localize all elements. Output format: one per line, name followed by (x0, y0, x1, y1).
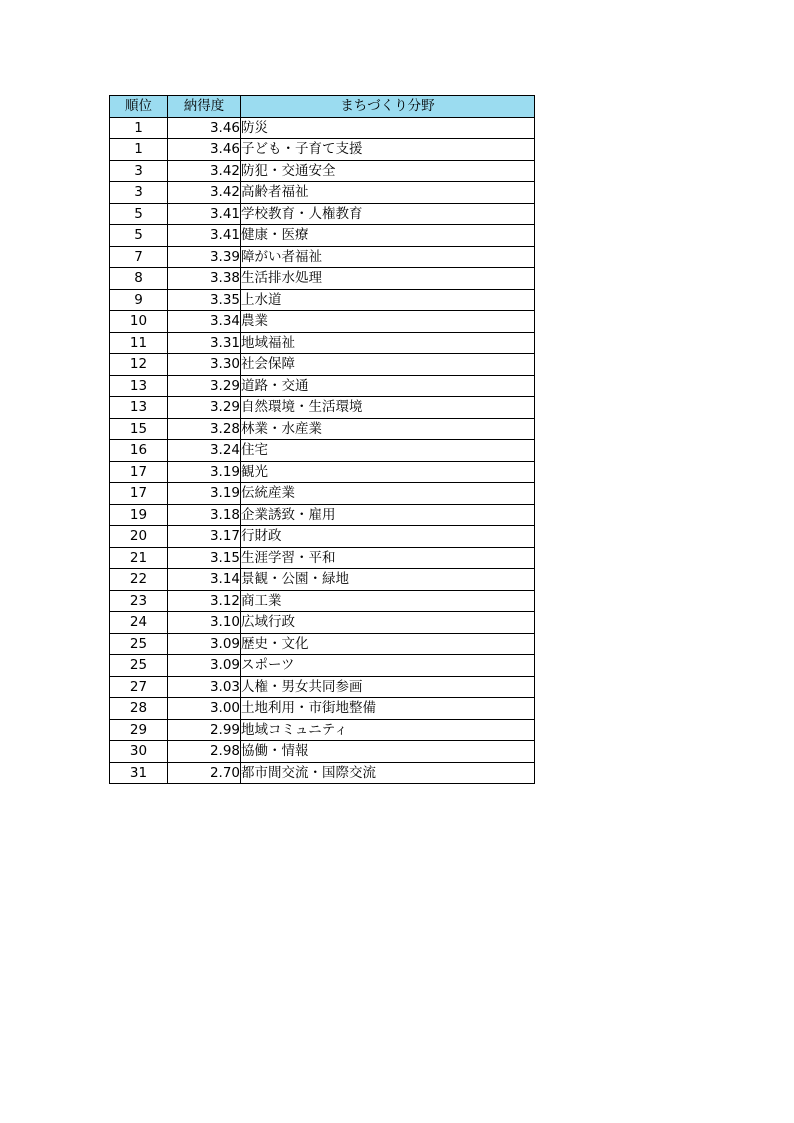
rank-cell: 22 (110, 569, 168, 591)
score-cell: 3.14 (168, 569, 241, 591)
field-cell: 上水道 (241, 289, 535, 311)
rank-cell: 13 (110, 375, 168, 397)
rank-cell: 19 (110, 504, 168, 526)
rank-cell: 5 (110, 203, 168, 225)
table-row (110, 139, 535, 161)
score-cell: 3.42 (168, 182, 241, 204)
rank-cell: 29 (110, 719, 168, 741)
field-cell: 林業・水産業 (241, 418, 535, 440)
field-cell: 社会保障 (241, 354, 535, 376)
rank-cell: 1 (110, 117, 168, 139)
score-cell: 3.19 (168, 483, 241, 505)
table-row (110, 676, 535, 698)
field-cell: 生涯学習・平和 (241, 547, 535, 569)
score-cell: 2.98 (168, 741, 241, 763)
table-row (110, 698, 535, 720)
rank-cell: 30 (110, 741, 168, 763)
score-cell: 3.31 (168, 332, 241, 354)
table-row (110, 741, 535, 763)
field-cell: 土地利用・市街地整備 (241, 698, 535, 720)
rank-cell: 10 (110, 311, 168, 333)
field-cell: 都市間交流・国際交流 (241, 762, 535, 784)
field-cell: 自然環境・生活環境 (241, 397, 535, 419)
rank-cell: 5 (110, 225, 168, 247)
table-row (110, 612, 535, 634)
table-row (110, 461, 535, 483)
table-row (110, 354, 535, 376)
score-cell: 3.17 (168, 526, 241, 548)
rank-cell: 3 (110, 160, 168, 182)
rank-cell: 17 (110, 461, 168, 483)
rank-cell: 16 (110, 440, 168, 462)
field-cell: 協働・情報 (241, 741, 535, 763)
table-row (110, 203, 535, 225)
rank-cell: 25 (110, 655, 168, 677)
table-row (110, 375, 535, 397)
score-cell: 3.29 (168, 397, 241, 419)
header-rank: 順位 (110, 96, 168, 118)
score-cell: 3.28 (168, 418, 241, 440)
table-row (110, 504, 535, 526)
field-cell: 子ども・子育て支援 (241, 139, 535, 161)
field-cell: 商工業 (241, 590, 535, 612)
header-row (110, 96, 535, 118)
table-row (110, 590, 535, 612)
rank-cell: 28 (110, 698, 168, 720)
field-cell: 地域福祉 (241, 332, 535, 354)
field-cell: 景観・公園・緑地 (241, 569, 535, 591)
score-cell: 3.09 (168, 633, 241, 655)
table-row (110, 246, 535, 268)
rank-cell: 20 (110, 526, 168, 548)
table-row (110, 569, 535, 591)
field-cell: 学校教育・人権教育 (241, 203, 535, 225)
score-cell: 3.10 (168, 612, 241, 634)
rank-cell: 13 (110, 397, 168, 419)
field-cell: 行財政 (241, 526, 535, 548)
field-cell: 農業 (241, 311, 535, 333)
score-cell: 3.41 (168, 225, 241, 247)
score-cell: 3.19 (168, 461, 241, 483)
field-cell: スポーツ (241, 655, 535, 677)
table-row (110, 762, 535, 784)
table-row (110, 397, 535, 419)
table-row (110, 655, 535, 677)
table-row (110, 483, 535, 505)
score-cell: 3.39 (168, 246, 241, 268)
table-row (110, 633, 535, 655)
table-row (110, 418, 535, 440)
rank-cell: 31 (110, 762, 168, 784)
rank-cell: 3 (110, 182, 168, 204)
field-cell: 観光 (241, 461, 535, 483)
field-cell: 人権・男女共同参画 (241, 676, 535, 698)
rank-cell: 23 (110, 590, 168, 612)
table-row (110, 117, 535, 139)
field-cell: 地域コミュニティ (241, 719, 535, 741)
table-row (110, 182, 535, 204)
score-cell: 3.09 (168, 655, 241, 677)
table-row (110, 719, 535, 741)
rank-cell: 27 (110, 676, 168, 698)
field-cell: 住宅 (241, 440, 535, 462)
field-cell: 伝統産業 (241, 483, 535, 505)
rank-cell: 25 (110, 633, 168, 655)
header-field: まちづくり分野 (241, 96, 535, 118)
table-header (110, 96, 535, 118)
rank-cell: 15 (110, 418, 168, 440)
field-cell: 健康・医療 (241, 225, 535, 247)
field-cell: 道路・交通 (241, 375, 535, 397)
score-cell: 3.46 (168, 139, 241, 161)
score-cell: 3.24 (168, 440, 241, 462)
table-row (110, 332, 535, 354)
score-cell: 3.15 (168, 547, 241, 569)
rank-cell: 1 (110, 139, 168, 161)
field-cell: 企業誘致・雇用 (241, 504, 535, 526)
rank-cell: 7 (110, 246, 168, 268)
rank-cell: 12 (110, 354, 168, 376)
table-row (110, 225, 535, 247)
score-cell: 3.41 (168, 203, 241, 225)
field-cell: 防災 (241, 117, 535, 139)
field-cell: 歴史・文化 (241, 633, 535, 655)
table-row (110, 547, 535, 569)
table-row (110, 526, 535, 548)
header-score: 納得度 (168, 96, 241, 118)
field-cell: 生活排水処理 (241, 268, 535, 290)
score-cell: 3.38 (168, 268, 241, 290)
table-row (110, 268, 535, 290)
score-cell: 2.99 (168, 719, 241, 741)
table-row (110, 289, 535, 311)
score-cell: 3.18 (168, 504, 241, 526)
score-cell: 3.35 (168, 289, 241, 311)
table-row (110, 440, 535, 462)
score-cell: 3.29 (168, 375, 241, 397)
rank-cell: 8 (110, 268, 168, 290)
field-cell: 防犯・交通安全 (241, 160, 535, 182)
rank-cell: 17 (110, 483, 168, 505)
table-body (110, 117, 535, 784)
rank-cell: 9 (110, 289, 168, 311)
field-cell: 広域行政 (241, 612, 535, 634)
rank-cell: 24 (110, 612, 168, 634)
rank-cell: 21 (110, 547, 168, 569)
score-cell: 3.46 (168, 117, 241, 139)
score-cell: 2.70 (168, 762, 241, 784)
rank-cell: 11 (110, 332, 168, 354)
score-cell: 3.34 (168, 311, 241, 333)
table-row (110, 160, 535, 182)
ranking-table (109, 95, 535, 784)
score-cell: 3.00 (168, 698, 241, 720)
field-cell: 障がい者福祉 (241, 246, 535, 268)
field-cell: 高齢者福祉 (241, 182, 535, 204)
score-cell: 3.42 (168, 160, 241, 182)
score-cell: 3.30 (168, 354, 241, 376)
score-cell: 3.12 (168, 590, 241, 612)
score-cell: 3.03 (168, 676, 241, 698)
table-row (110, 311, 535, 333)
